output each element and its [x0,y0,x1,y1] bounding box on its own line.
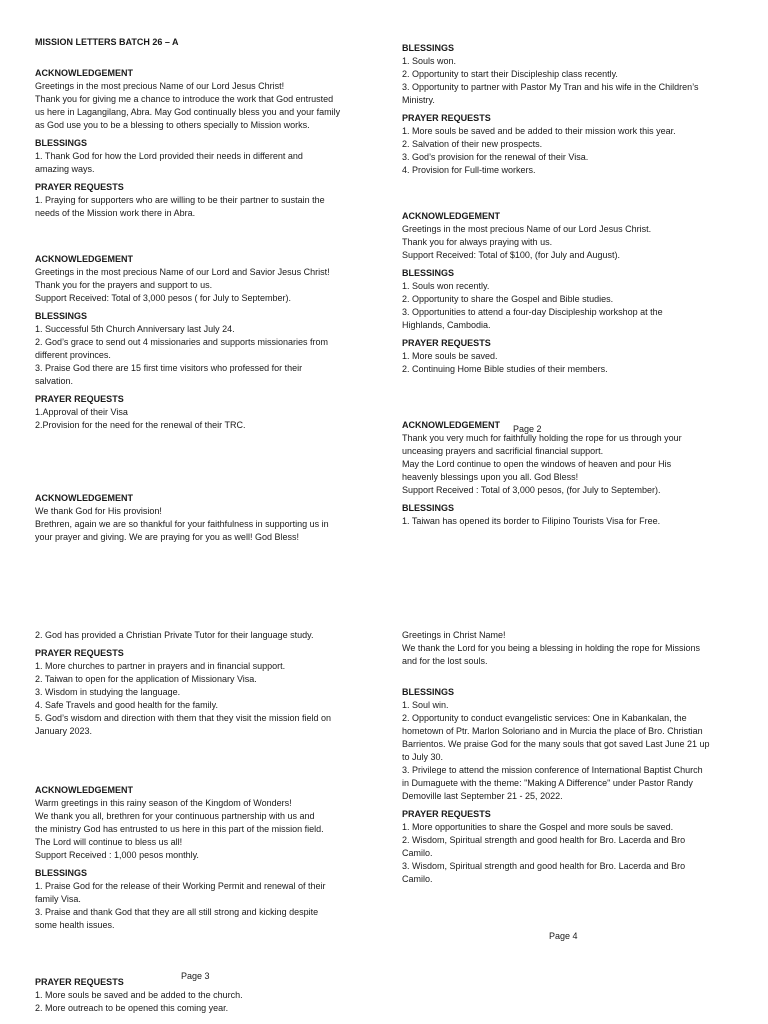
body-line: Support Received : 1,000 pesos monthly. [35,850,199,860]
body-line: 3. Wisdom, Spiritual strength and good health for Bro. Lacerda and Bro [402,861,686,871]
body-line: 1. More opportunities to share the Gospel and more souls be saved. [402,822,674,832]
letter-section [402,112,698,177]
body-line: 2.Provision for the need for the renewal of their TRC. [35,420,246,430]
body-line: 2. Opportunity to conduct evangelistic services: One in Kabankalan, the [402,713,687,723]
body-line: the ministry God has entrusted to us here in this part of the mission field. [35,824,324,834]
section-heading: BLESSINGS [402,43,455,53]
section-heading: BLESSINGS [402,503,455,513]
letter-section [35,784,331,862]
body-line: salvation. [35,376,74,386]
body-line: family Visa. [35,894,81,904]
section-heading: MISSION LETTERS BATCH 26 – A [35,37,179,47]
letter-section [35,492,340,544]
body-line: to July 30. [402,752,444,762]
body-line: needs of the Mission work there in Abra. [35,208,196,218]
body-line: 1. More souls be saved. [402,351,498,361]
body-line: 1.Approval of their Visa [35,407,128,417]
body-line: The Lord will continue to bless us all! [35,837,183,847]
body-line: amazing ways. [35,164,95,174]
body-line: Support Received : Total of 3,000 pesos, (for July to September). [402,485,661,495]
body-line: 1. Thank God for how the Lord provided their needs in different and [35,151,303,161]
body-line: 5. God’s wisdom and direction with them that they visit the mission field on [35,713,331,723]
body-line: as God use you to be a blessing to others specially to Mission works. [35,120,310,130]
page-number-label: Page 2 [513,424,542,434]
body-line: Highlands, Cambodia. [402,320,491,330]
letter-section [35,181,340,220]
body-line: Demoville last September 21 - 25, 2022. [402,791,563,801]
body-line: 4. Provision for Full-time workers. [402,165,536,175]
section-heading: ACKNOWLEDGEMENT [35,785,133,795]
body-line: 1. Souls won recently. [402,281,490,291]
letter-section [402,42,698,107]
body-line: hometown of Ptr. Marlon Soloriano and in Murcia the place of Bro. Christian [402,726,703,736]
body-line: 1. More souls be saved and be added to their mission work this year. [402,126,676,136]
body-line: 2. Continuing Home Bible studies of their members. [402,364,608,374]
text-column-3 [35,629,331,1015]
letter-section [402,210,698,262]
body-line: Greetings in the most precious Name of our Lord Jesus Christ! [35,81,285,91]
body-line: We thank you all, brethren for your continuous partnership with us and [35,811,315,821]
body-line: 1. More churches to partner in prayers and in financial support. [35,661,286,671]
body-line: Thank you very much for faithfully holding the rope for us through your [402,433,682,443]
body-line: 2. More outreach to be opened this coming year. [35,1003,229,1013]
body-line: Warm greetings in this rainy season of the Kingdom of Wonders! [35,798,292,808]
section-heading: ACKNOWLEDGEMENT [35,493,133,503]
body-line: 3. Wisdom in studying the language. [35,687,181,697]
body-line: 1. More souls be saved and be added to the church. [35,990,243,1000]
letter-section [35,393,340,432]
body-line: 1. Soul win. [402,700,449,710]
letter-section [402,629,710,668]
body-line: 1. Successful 5th Church Anniversary last July 24. [35,324,235,334]
letter-section [35,629,331,642]
section-heading: ACKNOWLEDGEMENT [35,254,133,264]
text-column-1 [35,36,340,544]
body-line: We thank the Lord for you being a blessing in holding the rope for Missions [402,643,701,653]
section-heading: PRAYER REQUESTS [35,394,124,404]
body-line: 3. God’s provision for the renewal of their Visa. [402,152,589,162]
body-line: and for the lost souls. [402,656,488,666]
body-line: 2. Opportunity to start their Discipleship class recently. [402,69,618,79]
body-line: Camilo. [402,848,433,858]
section-heading: BLESSINGS [35,311,88,321]
body-line: 1. Praise God for the release of their Working Permit and renewal of their [35,881,326,891]
body-line: Camilo. [402,874,433,884]
body-line: 2. Opportunity to share the Gospel and Bible studies. [402,294,614,304]
body-line: Ministry. [402,95,435,105]
section-heading: BLESSINGS [402,268,455,278]
body-line: us here in Lagangilang, Abra. May God continually bless you and your family [35,107,341,117]
body-line: 2. Taiwan to open for the application of Missionary Visa. [35,674,257,684]
section-heading: BLESSINGS [35,868,88,878]
body-line: January 2023. [35,726,93,736]
section-heading: PRAYER REQUESTS [402,809,491,819]
body-line: 3. Opportunities to attend a four-day Discipleship workshop at the [402,307,663,317]
body-line: 2. God has provided a Christian Private Tutor for their language study. [35,630,314,640]
letter-section [35,867,331,932]
letter-section [402,267,698,332]
body-line: Thank you for giving me a chance to introduce the work that God entrusted [35,94,334,104]
letter-section [35,36,340,49]
text-column-4 [402,629,710,886]
section-heading: ACKNOWLEDGEMENT [35,68,133,78]
body-line: 1. Souls won. [402,56,457,66]
section-heading: PRAYER REQUESTS [35,977,124,987]
body-line: Support Received: Total of 3,000 pesos ( for July to September). [35,293,291,303]
letter-section [35,137,340,176]
body-line: 3. Opportunity to partner with Pastor My Tran and his wife in the Children’s [402,82,699,92]
section-heading: PRAYER REQUESTS [402,338,491,348]
body-line: 2. Wisdom, Spiritual strength and good health for Bro. Lacerda and Bro [402,835,686,845]
section-heading: PRAYER REQUESTS [402,113,491,123]
text-column-2 [402,42,698,528]
letter-section [35,647,331,738]
body-line: Barrientos. We praise God for the many souls that got saved Last June 21 up [402,739,710,749]
body-line: Brethren, again we are so thankful for your faithfulness in supporting us in [35,519,329,529]
body-line: 3. Praise and thank God that they are all still strong and kicking despite [35,907,319,917]
body-line: 4. Safe Travels and good health for the family. [35,700,218,710]
letter-section [402,337,698,376]
letter-section [35,67,340,132]
body-line: 1. Taiwan has opened its border to Filipino Tourists Visa for Free. [402,516,661,526]
body-line: May the Lord continue to open the windows of heaven and pour His [402,459,672,469]
letter-section [402,419,698,497]
section-heading: ACKNOWLEDGEMENT [402,211,500,221]
section-heading: ACKNOWLEDGEMENT [402,420,500,430]
section-heading: BLESSINGS [35,138,88,148]
body-line: Greetings in Christ Name! [402,630,506,640]
section-heading: BLESSINGS [402,687,455,697]
body-line: Thank you for always praying with us. [402,237,553,247]
section-heading: PRAYER REQUESTS [35,182,124,192]
body-line: Greetings in the most precious Name of our Lord Jesus Christ. [402,224,652,234]
body-line: 2. God’s grace to send out 4 missionaries and supports missionaries from [35,337,328,347]
body-line: some health issues. [35,920,115,930]
letter-section [35,310,340,388]
body-line: different provinces. [35,350,111,360]
body-line: 2. Salvation of their new prospects. [402,139,543,149]
body-line: 3. Privilege to attend the mission conference of International Baptist Church [402,765,703,775]
body-line: 3. Praise God there are 15 first time visitors who professed for their [35,363,303,373]
letter-section [35,253,340,305]
letter-section [402,686,710,803]
body-line: in Dumaguete with the theme: "Making A Difference" under Pastor Randy [402,778,693,788]
body-line: Support Received: Total of $100, (for July and August). [402,250,620,260]
page-number-label: Page 3 [181,971,210,981]
body-line: heavenly blessings upon you all. God Bless! [402,472,579,482]
section-heading: PRAYER REQUESTS [35,648,124,658]
body-line: We thank God for His provision! [35,506,162,516]
page-number-label: Page 4 [549,931,578,941]
letter-section [402,502,698,528]
body-line: Greetings in the most precious Name of our Lord and Savior Jesus Christ! [35,267,330,277]
body-line: unceasing prayers and sacrificial financial support. [402,446,604,456]
body-line: 1. Praying for supporters who are willing to be their partner to sustain the [35,195,325,205]
body-line: Thank you for the prayers and support to us. [35,280,213,290]
letter-section [402,808,710,886]
body-line: your prayer and giving. We are praying for you as well! God Bless! [35,532,299,542]
